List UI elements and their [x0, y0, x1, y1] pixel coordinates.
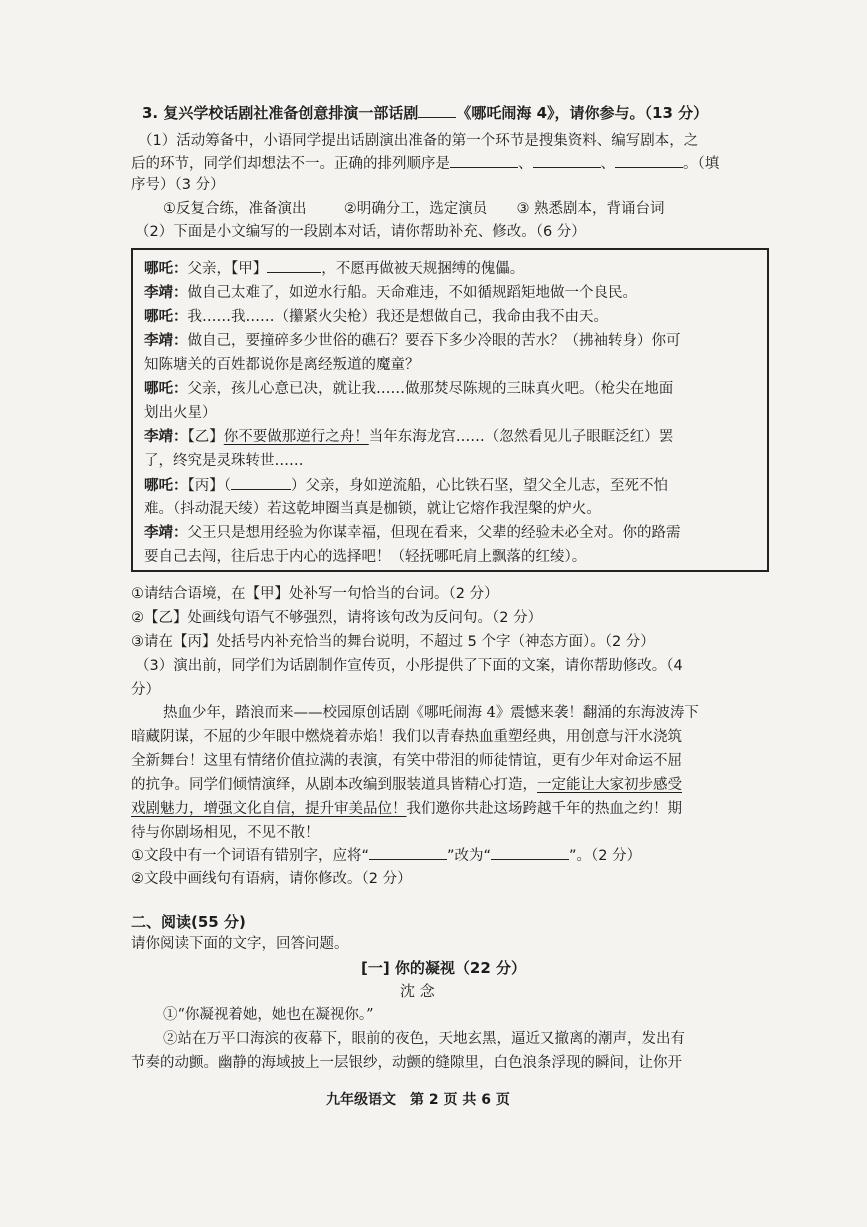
script-line-9: 了，终究是灵珠转世…… [144, 453, 304, 469]
promo-line-1: 热血少年，踏浪而来——校园原创话剧《哪吒闹海 4》震憾来袭！翻涌的东海波涛下 [163, 705, 699, 721]
script-line-3: 哪吒：我……我……（攥紧火尖枪）我还是想做自己，我命由我不由天。 [144, 308, 608, 325]
script-line-13: 要自己去闯，往后忠于内心的选择吧！（轻抚哪吒肩上飘落的红绫）。 [144, 549, 587, 565]
subq-1: ①请结合语境，在【甲】处补写一句恰当的台词。（2 分） [131, 586, 499, 602]
q3-part1-line1: （1）活动筹备中，小语同学提出话剧演出准备的第一个环节是搜集资料、编写剧本，之 [138, 133, 699, 149]
q3-part3-heading: （3）演出前，同学们为话剧制作宣传页，小彤提供了下面的文案，请你帮助修改。（4 [135, 658, 683, 674]
passage-author: 沈 念 [400, 982, 435, 1000]
promo-line-6: 待与你剧场相见，不见不散！ [131, 825, 320, 841]
q3-part2-heading: （2）下面是小文编写的一段剧本对话，请你帮助补充、修改。（6 分） [135, 224, 586, 240]
subq-3: ③请在【丙】处括号内补充恰当的舞台说明，不超过 5 个字（神态方面）。（2 分） [131, 634, 655, 650]
promo-line-5: 戏剧魅力，增强文化自信，提升审美品位！我们邀你共赴这场跨越千年的热血之约！期 [131, 801, 682, 817]
promo-line-3: 全新舞台！这里有情绪价值拉满的表演，有笑中带泪的师徒情谊，更有少年对命运不屈 [131, 753, 682, 769]
section-2-instruction: 请你阅读下面的文字，回答问题。 [131, 936, 349, 952]
option-3: ③ 熟悉剧本，背诵台词 [516, 201, 665, 217]
q3-part1-line3: 序号）（3 分） [131, 177, 225, 193]
q3-part3-heading-cont: 分） [131, 682, 160, 698]
script-line-10: 哪吒：【丙】（ ）父亲，身如逆流船，心比铁石坚，望父全儿志，至死不怕 [144, 477, 668, 494]
script-line-5: 知陈塘关的百姓都说你是离经叛道的魔童？ [144, 357, 420, 373]
script-line-7: 划出火星） [144, 405, 217, 421]
script-line-1: 哪吒：父亲，【甲】 ，不愿再做被天规捆缚的傀儡。 [144, 260, 525, 277]
script-line-12: 李靖：父王只是想用经验为你谋幸福，但现在看来，父辈的经验未必全对。你的路需 [144, 524, 681, 541]
passage-para-1: ①“你凝视着她，她也在凝视你。” [163, 1007, 374, 1023]
passage-title: [一] 你的凝视（22 分） [361, 959, 527, 977]
q3-part1-line2: 后的环节，同学们却想法不一。正确的排列顺序是 、 、 。（填 [131, 153, 719, 174]
promo-line-4: 的抗争。同学们倾情演绎，从剧本改编到服装道具皆精心打造，一定能让大家初步感受 [131, 777, 682, 793]
promo-subq-2: ②文段中画线句有语病，请你修改。（2 分） [131, 871, 412, 887]
promo-line-2: 暗藏阴谋，不屈的少年眼中燃烧着赤焰！我们以青春热血重塑经典，用创意与汗水浇筑 [131, 729, 682, 745]
passage-para-2-line-1: ②站在万平口海滨的夜幕下，眼前的夜色，天地玄黑，逼近又撤离的潮声，发出有 [163, 1031, 685, 1047]
underlined-sentence-yi: 你不要做那逆行之舟！ [223, 429, 369, 445]
section-2-heading: 二、阅读(55 分) [131, 913, 246, 931]
option-1: ①反复合练，准备演出 [163, 201, 307, 217]
script-line-6: 哪吒：父亲，孩儿心意已决，就让我……做那焚尽陈规的三昧真火吧。（枪尖在地面 [144, 380, 674, 397]
passage-para-2-line-2: 节奏的动颤。幽静的海域披上一层银纱，动颤的缝隙里，白色浪条浮现的瞬间，让你开 [131, 1055, 682, 1071]
subq-2: ②【乙】处画线句语气不够强烈，请将该句改为反问句。（2 分） [131, 610, 543, 626]
script-line-8: 李靖：【乙】你不要做那逆行之舟！当年东海龙宫……（忽然看见儿子眼眶泛红）罢 [144, 428, 674, 445]
script-line-4: 李靖：做自己，要撞碎多少世俗的礁石？要吞下多少冷眼的苦水？（拂袖转身）你可 [144, 332, 681, 349]
option-2: ②明确分工，选定演员 [343, 201, 488, 217]
question-3-heading: 3. 复兴学校话剧社准备创意排演一部话剧 《哪吒闹海 4》，请你参与。（13 分） [142, 104, 709, 122]
script-line-11: 难。（抖动混天绫）若这乾坤圈当真是枷锁，就让它熔作我涅槃的炉火。 [144, 501, 601, 517]
promo-subq-1: ①文段中有一个词语有错别字，应将“ ”改为“ ”。（2 分） [131, 845, 641, 866]
q3-options [163, 199, 665, 219]
page-footer: 九年级语文 第 2 页 共 6 页 [326, 1092, 510, 1108]
script-line-2: 李靖：做自己太难了，如逆水行船。天命难违，不如循规蹈矩地做一个良民。 [144, 284, 637, 301]
